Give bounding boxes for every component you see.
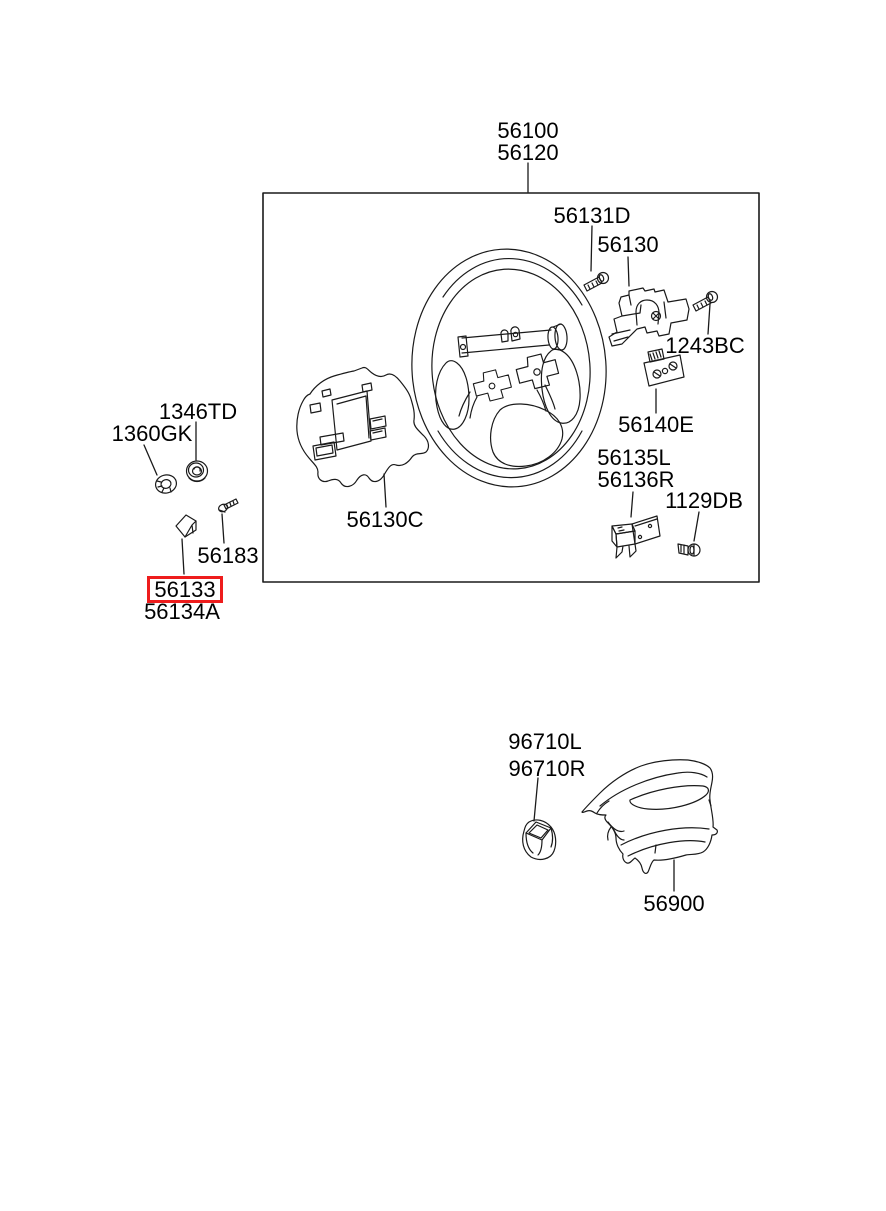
part-label-1346td[interactable]: 1346TD bbox=[158, 399, 238, 424]
screw-56131d-drawing bbox=[584, 273, 609, 292]
screw-1243bc-drawing bbox=[693, 292, 718, 312]
part-label-1243bc[interactable]: 1243BC bbox=[665, 333, 745, 358]
leader-lines bbox=[144, 163, 710, 891]
bracket-56135-drawing bbox=[612, 516, 660, 558]
part-label-56130[interactable]: 56130 bbox=[597, 232, 659, 257]
steering-wheel-drawing bbox=[404, 243, 614, 494]
part-label-56133[interactable]: 56133 bbox=[154, 576, 216, 602]
part-label-96710l[interactable]: 96710L bbox=[508, 729, 582, 754]
pad-56133-drawing bbox=[176, 515, 196, 537]
part-label-1129db[interactable]: 1129DB bbox=[665, 488, 743, 513]
part-label-56100[interactable]: 56100 bbox=[497, 118, 559, 143]
part-label-96710r[interactable]: 96710R bbox=[508, 756, 586, 781]
part-label-56130c[interactable]: 56130C bbox=[346, 507, 424, 532]
part-label-56136r[interactable]: 56136R bbox=[597, 467, 675, 492]
part-label-56135l[interactable]: 56135L bbox=[597, 445, 671, 470]
part-label-56140e[interactable]: 56140E bbox=[618, 412, 694, 437]
lower-cover-56130c-drawing bbox=[297, 367, 429, 486]
screw-56183-drawing bbox=[217, 499, 238, 513]
nut-1346td-drawing bbox=[187, 461, 208, 482]
part-label-56134a[interactable]: 56134A bbox=[144, 599, 220, 624]
ring-1360gk-drawing bbox=[154, 473, 179, 496]
part-label-1360gk[interactable]: 1360GK bbox=[111, 421, 193, 446]
part-label-56900[interactable]: 56900 bbox=[643, 891, 705, 916]
switch-96710-drawing bbox=[523, 820, 556, 859]
airbag-module-56900-drawing bbox=[582, 760, 717, 874]
screw-1129db-drawing bbox=[678, 544, 700, 556]
part-label-56120[interactable]: 56120 bbox=[497, 140, 559, 165]
part-label-56183[interactable]: 56183 bbox=[197, 543, 259, 568]
part-label-56131d[interactable]: 56131D bbox=[553, 203, 631, 228]
